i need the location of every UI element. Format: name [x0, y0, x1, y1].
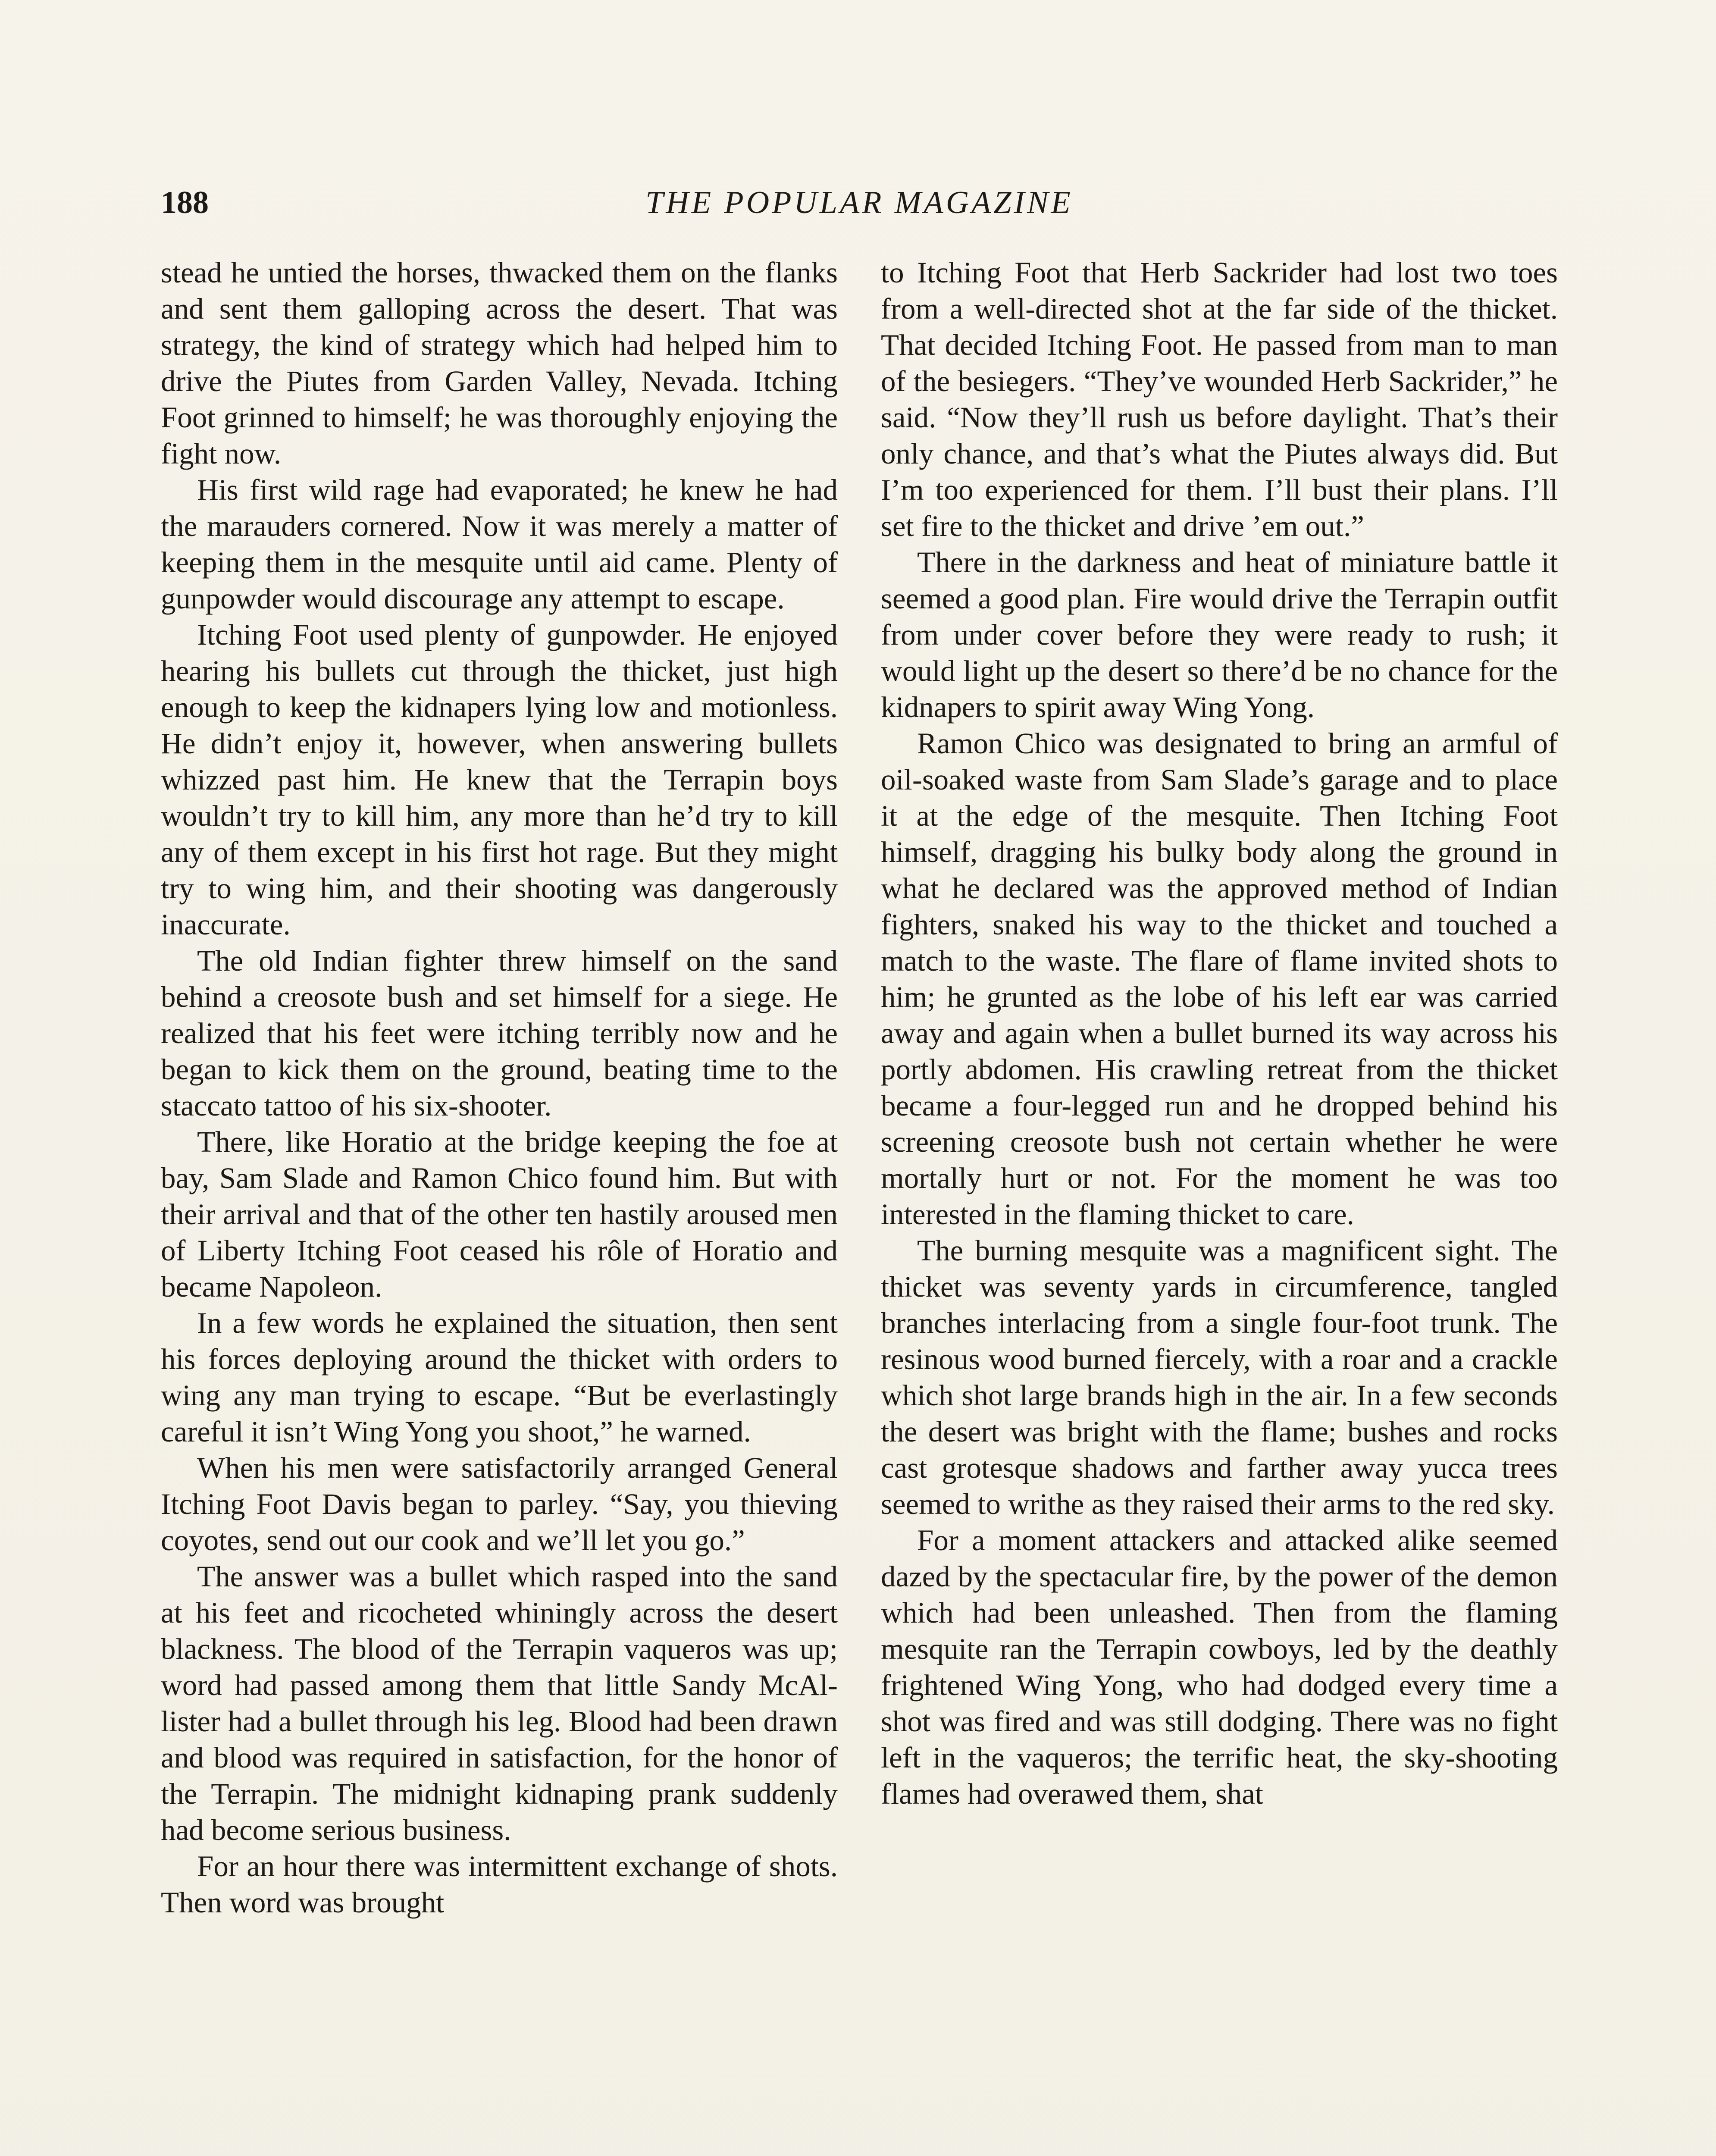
paragraph: Itching Foot used plenty of gunpowder. He enjoyed hearing his bullets cut through the thicket, just high enough to keep the kidnapers lying low and motionless. He didn’t enjoy it, however, when answering bullets whizzed past him. He knew that the Terrapin boys wouldn’t try to kill him, any more than he’d try to kill any of them except in his first hot rage. But they might try to wing him, and their shooting was dangerously inaccurate.: [161, 618, 838, 941]
paragraph: The old Indian fighter threw himself on the sand behind a creosote bush and set himself for a siege. He realized that his feet were itching terribly now and he began to kick them on the ground, beating time to the staccato tattoo of his six-shooter.: [161, 944, 838, 1122]
paragraph: Ramon Chico was designated to bring an armful of oil-soaked waste from Sam Slade’s garage and to place it at the edge of the mesquite. Then Itching Foot himself, dragging his bulky body along the ground in what he declared was the approved method of Indian fighters, snaked his way to the thicket and touched a match to the waste. The flare of flame invited shots to him; he grunted as the lobe of his left ear was carried away and again when a bullet burned its way across his portly abdomen. His crawling retreat from the thicket became a four-legged run and he dropped behind his screening creosote bush not certain whether he were mortally hurt or not. For the moment he was too interested in the flaming thicket to care.: [881, 727, 1558, 1231]
paragraph: The burning mesquite was a magnificent sight. The thicket was seventy yards in circumference, tangled branches interlacing from a single four-foot trunk. The resinous wood burned fiercely, with a roar and a crackle which shot large brands high in the air. In a few seconds the desert was bright with the flame; bushes and rocks cast grotesque shadows and farther away yucca trees seemed to writhe as they raised their arms to the red sky.: [881, 1234, 1558, 1520]
paragraph: When his men were satisfactorily arranged General Itching Foot Davis began to parley. “Say, you thieving coyotes, send out our cook and we’ll let you go.”: [161, 1451, 838, 1557]
page-header: [161, 181, 1558, 224]
left-column: [161, 254, 838, 2156]
page-number: 188: [161, 185, 209, 220]
paragraph: For an hour there was intermittent exchange of shots. Then word was brought: [161, 1850, 838, 1919]
paragraph: His first wild rage had evaporated; he knew he had the marauders cornered. Now it was merely a matter of keeping them in the mesquite until aid came. Plenty of gunpowder would discourage any attempt to escape.: [161, 473, 838, 615]
right-column: [881, 254, 1558, 2156]
paragraph: There in the darkness and heat of miniature battle it seemed a good plan. Fire would drive the Terrapin outfit from under cover before they were ready to rush; it would light up the desert so there’d be no chance for the kidnapers to spirit away Wing Yong.: [881, 546, 1558, 724]
running-head: THE POPULAR MAGAZINE: [645, 185, 1073, 220]
paragraph: In a few words he explained the situation, then sent his forces deploying around the thicket with orders to wing any man trying to escape. “But be everlastingly careful it isn’t Wing Yong you shoot,” he warned.: [161, 1307, 838, 1448]
paragraph: For a moment attackers and attacked alike seemed dazed by the spectacular fire, by the power of the demon which had been unleashed. Then from the flaming mesquite ran the Terrapin cowboys, led by the deathly frightened Wing Yong, who had dodged every time a shot was fired and was still dodging. There was no fight left in the vaqueros; the terrific heat, the sky-shooting flames had overawed them, shat: [881, 1524, 1558, 1810]
paragraph: stead he untied the horses, thwacked them on the flanks and sent them galloping across the desert. That was strategy, the kind of strategy which had helped him to drive the Piutes from Garden Valley, Nevada. Itching Foot grinned to himself; he was thoroughly enjoying the fight now.: [161, 256, 838, 470]
paragraph: There, like Horatio at the bridge keeping the foe at bay, Sam Slade and Ramon Chico found him. But with their arrival and that of the other ten hastily aroused men of Liberty Itching Foot ceased his rôle of Horatio and became Napoleon.: [161, 1125, 838, 1303]
paragraph: The answer was a bullet which rasped into the sand at his feet and ricocheted whiningly across the desert blackness. The blood of the Terrapin vaqueros was up; word had passed among them that little Sandy McAllister had a bullet through his leg. Blood had been drawn and blood was required in satisfaction, for the honor of the Terrapin. The midnight kidnaping prank suddenly had become serious business.: [161, 1560, 838, 1846]
paragraph: to Itching Foot that Herb Sackrider had lost two toes from a well-directed shot at the far side of the thicket. That decided Itching Foot. He passed from man to man of the besiegers. “They’ve wounded Herb Sackrider,” he said. “Now they’ll rush us before daylight. That’s their only chance, and that’s what the Piutes always did. But I’m too experienced for them. I’ll bust their plans. I’ll set fire to the thicket and drive ’em out.”: [881, 256, 1558, 542]
